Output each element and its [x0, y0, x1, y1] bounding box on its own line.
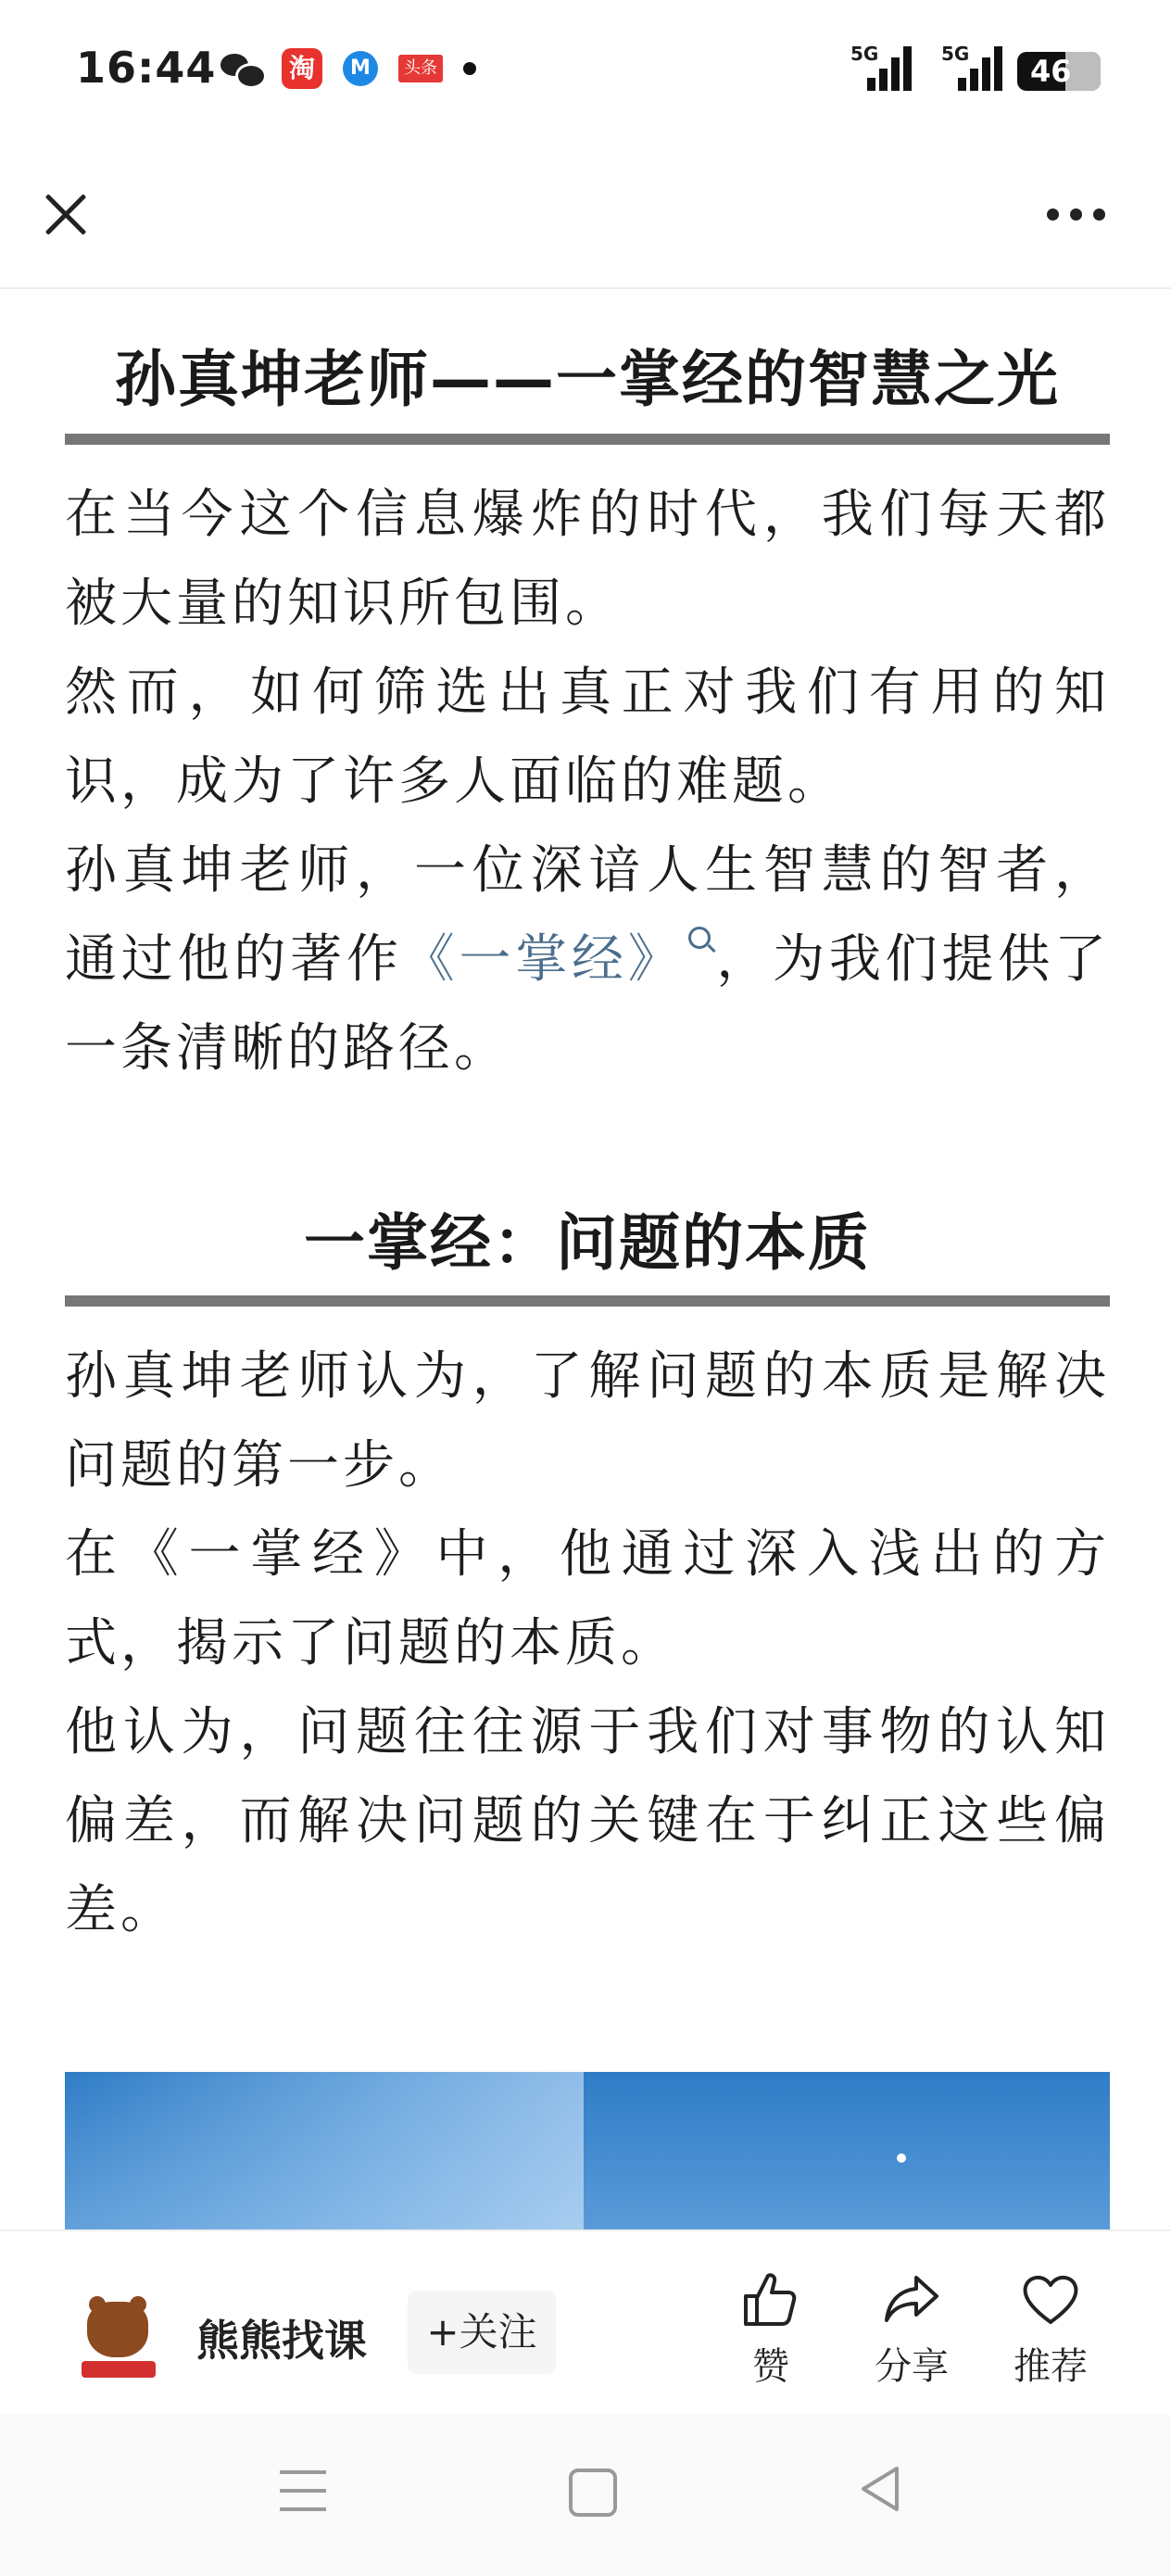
recommend-label: 推荐	[1014, 2345, 1088, 2388]
like-label: 赞	[752, 2345, 789, 2388]
bottom-action-bar	[0, 2229, 1171, 2417]
signal-5g-icon-2	[941, 43, 1006, 91]
signal-5g-icon	[850, 43, 915, 91]
status-time: 16:44	[76, 43, 217, 93]
status-bar	[0, 0, 1171, 139]
wechat-icon	[220, 52, 261, 85]
share-button[interactable]	[856, 2267, 967, 2390]
intro-line-1: 在当今这个信息爆炸的时代，我们每天都被大量的知识所包围。	[65, 485, 1110, 634]
close-icon[interactable]	[33, 182, 98, 246]
follow-button[interactable]: +关注	[408, 2291, 556, 2374]
section-divider	[65, 1295, 1110, 1307]
intro-line-3-pre: 孙真坤老师，一位深谙人生智慧的智者，通过他的著作	[65, 840, 1110, 990]
book-link[interactable]: 《一掌经》	[402, 929, 685, 990]
article-image[interactable]	[65, 2072, 1110, 2229]
section-paragraph	[65, 1332, 1110, 1955]
search-icon[interactable]	[688, 927, 711, 949]
section-heading: 一掌经：问题的本质	[304, 1207, 871, 1279]
intro-line-3-post: ，为我们提供了一条清晰的路径。	[65, 929, 1111, 1079]
signal-2-label: 5G	[941, 43, 970, 65]
intro-line-2: 然而，如何筛选出真正对我们有用的知识，成为了许多人面临的难题。	[65, 663, 1110, 812]
taobao-icon: 淘	[282, 48, 322, 89]
battery-level: 46	[1030, 54, 1072, 89]
article-title: 孙真坤老师——一掌经的智慧之光	[115, 344, 1060, 415]
section-line-1: 孙真坤老师认为，了解问题的本质是解决问题的第一步。	[65, 1346, 1110, 1496]
share-icon	[879, 2267, 944, 2331]
intro-line-3	[65, 827, 1110, 1093]
section-line-2: 在《一掌经》中，他通过深入浅出的方式，揭示了问题的本质。	[65, 1524, 1110, 1673]
menu-icon[interactable]	[280, 2470, 326, 2513]
battery-icon	[1017, 52, 1101, 91]
notification-dot-icon	[463, 62, 476, 75]
toutiao-icon: 头条	[398, 55, 443, 82]
author-avatar[interactable]	[82, 2289, 156, 2381]
author-name[interactable]: 熊熊找课	[196, 2316, 367, 2366]
notification-icons	[220, 48, 476, 89]
share-label: 分享	[875, 2345, 949, 2388]
back-icon[interactable]	[858, 2465, 902, 2513]
m-app-icon: M	[343, 51, 378, 86]
intro-paragraph	[65, 471, 1110, 1093]
more-icon[interactable]	[1047, 200, 1114, 228]
signal-indicators	[850, 43, 1006, 91]
recommend-button[interactable]	[995, 2267, 1106, 2390]
heart-icon	[1018, 2267, 1083, 2331]
signal-1-label: 5G	[850, 43, 879, 65]
article-content	[65, 289, 1110, 1955]
home-icon[interactable]	[569, 2469, 617, 2517]
system-nav-bar	[0, 2415, 1171, 2576]
like-button[interactable]	[715, 2267, 826, 2390]
section-line-3: 他认为，问题往往源于我们对事物的认知偏差，而解决问题的关键在于纠正这些偏差。	[65, 1702, 1110, 1940]
title-divider	[65, 434, 1110, 445]
thumbs-up-icon	[738, 2267, 803, 2331]
article-toolbar	[0, 148, 1171, 289]
